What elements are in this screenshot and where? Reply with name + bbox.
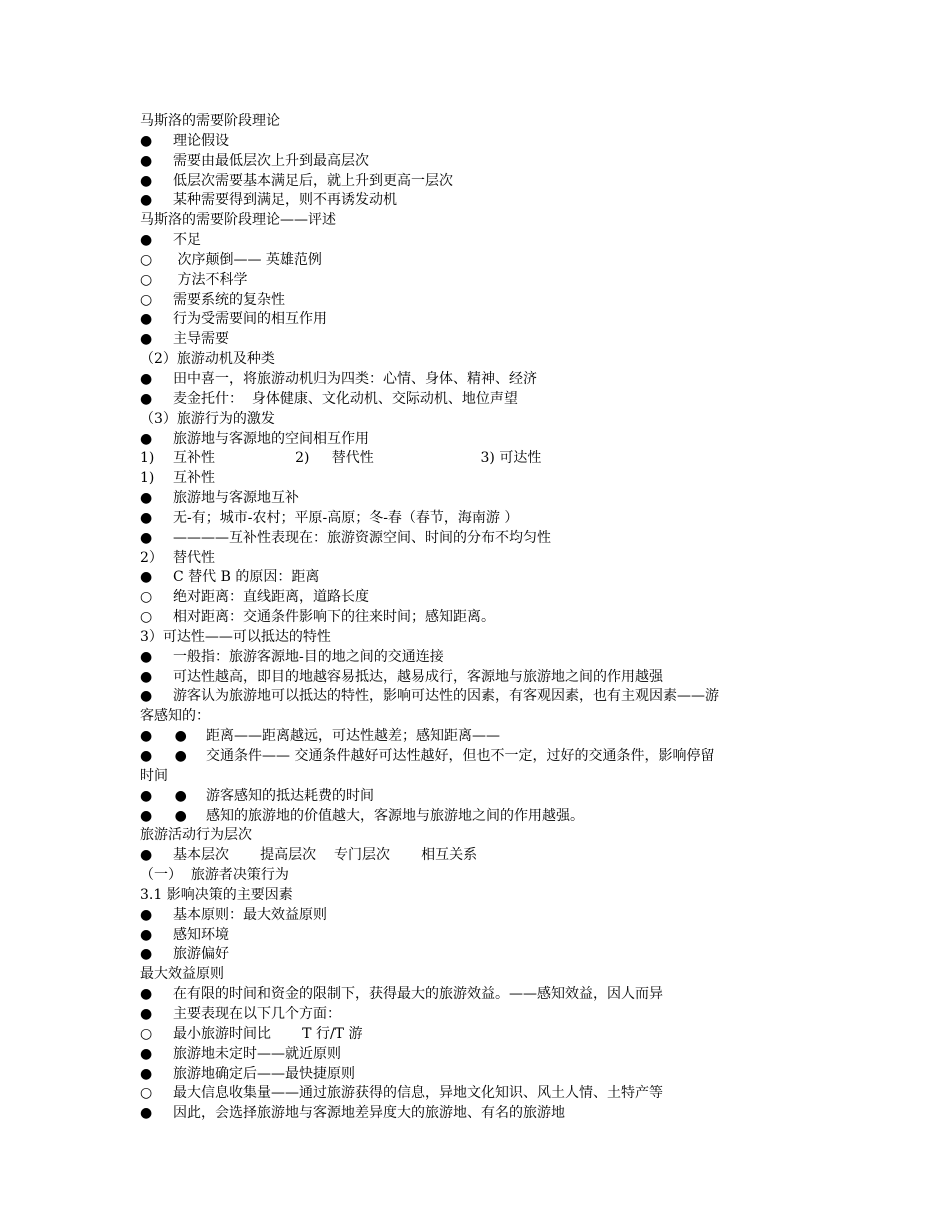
bullet-marker: 2）: [140, 549, 163, 566]
line-text: 麦金托什： 身体健康、文化动机、交际动机、地位声望: [173, 390, 518, 407]
bullet-marker: ○: [140, 609, 153, 626]
text-line: [140, 926, 820, 946]
line-text: 基本原则：最大效益原则: [173, 906, 327, 923]
text-line: [140, 430, 820, 450]
line-text: 旅游地与客源地互补: [173, 490, 299, 507]
line-text: 相对距离：交通条件影响下的往来时间；感知距离。: [173, 609, 495, 626]
bullet-marker: ○: [140, 251, 153, 268]
line-continuation: 客感知的：: [140, 708, 210, 725]
text-line: [140, 1025, 820, 1045]
text-line: [140, 330, 820, 350]
line-text: 方法不科学: [173, 271, 248, 288]
text-line: [140, 807, 820, 827]
bullet-marker: ●: [140, 132, 153, 149]
line-continuation: 时间: [140, 767, 168, 784]
line-text: ————互补性表现在：旅游资源空间、时间的分布不均匀性: [173, 529, 551, 546]
bullet-marker: ●: [140, 232, 153, 249]
text-line: [140, 985, 820, 1005]
text-line: [140, 112, 820, 132]
line-text: 最大效益原则: [140, 966, 224, 983]
line-text: 最小旅游时间比 T 行/T 游: [173, 1025, 363, 1042]
line-text: 无-有；城市-农村；平原-高原；冬-春（春节，海南游 ）: [173, 509, 519, 526]
bullet-marker: ●: [140, 906, 153, 923]
bullet-marker: ●: [140, 926, 153, 943]
line-text: 旅游地与客源地的空间相互作用: [173, 430, 369, 447]
bullet-marker: ● ●: [140, 748, 187, 764]
line-text: 理论假设: [173, 132, 229, 149]
line-text: 替代性: [173, 549, 215, 566]
bullet-marker: ●: [140, 648, 153, 665]
bullet-marker: ●: [140, 847, 153, 864]
text-line: [140, 1045, 820, 1065]
text-line: [140, 1005, 820, 1025]
bullet-marker: ●: [140, 946, 153, 963]
bullet-marker: ●: [140, 569, 153, 586]
bullet-marker: ●: [140, 192, 153, 209]
text-line: [140, 787, 820, 807]
line-text: 需要系统的复杂性: [173, 291, 285, 308]
text-line: [140, 945, 820, 965]
text-line: [140, 251, 820, 271]
line-text: C 替代 B 的原因：距离: [173, 569, 320, 586]
text-line: [140, 668, 820, 688]
text-line: [140, 211, 820, 231]
line-text: 马斯洛的需要阶段理论: [140, 113, 280, 129]
line-text: 主导需要: [173, 331, 229, 348]
text-line: [140, 846, 820, 866]
text-line: [140, 727, 820, 747]
line-text: 3.1 影响决策的主要因素: [140, 886, 293, 903]
line-text: 互补性: [173, 470, 215, 487]
text-line: [140, 390, 820, 410]
bullet-marker: 1): [140, 450, 155, 467]
text-line: [140, 191, 820, 211]
line-text: 主要表现在以下几个方面：: [173, 1005, 341, 1022]
bullet-marker: ●: [140, 152, 153, 169]
line-text: 行为受需要间的相互作用: [173, 311, 327, 328]
line-text: 3）可达性——可以抵达的特性: [140, 628, 331, 645]
text-line: [140, 132, 820, 152]
text-line: [140, 410, 820, 430]
text-line: [140, 172, 820, 192]
bullet-marker: ○: [140, 1025, 153, 1042]
line-text: 旅游地未定时——就近原则: [173, 1045, 341, 1062]
text-line: [140, 648, 820, 668]
line-text: 最大信息收集量——通过旅游获得的信息，异地文化知识、风土人情、土特产等: [173, 1085, 663, 1102]
bullet-marker: 1): [140, 470, 155, 487]
text-line: [140, 568, 820, 588]
bullet-marker: ●: [140, 490, 153, 507]
bullet-marker: ●: [140, 1065, 153, 1082]
bullet-marker: ●: [140, 331, 153, 348]
line-text: （3）旅游行为的激发: [140, 410, 275, 427]
text-line: [140, 350, 820, 370]
bullet-marker: ●: [140, 986, 153, 1003]
bullet-marker: ● ●: [140, 807, 187, 824]
line-text: 绝对距离：直线距离，道路长度: [173, 589, 369, 606]
line-text: 交通条件—— 交通条件越好可达性越好，但也不一定，过好的交通条件，影响停留: [206, 748, 715, 764]
text-line: [140, 628, 820, 648]
bullet-marker: ●: [140, 172, 153, 189]
text-line: [140, 588, 820, 608]
line-text: 需要由最低层次上升到最高层次: [173, 152, 369, 169]
bullet-marker: ● ●: [140, 787, 187, 804]
line-text: 旅游偏好: [173, 946, 229, 963]
bullet-marker: ○: [140, 271, 153, 288]
text-line: [140, 291, 820, 311]
bullet-marker: ●: [140, 1005, 153, 1022]
text-line: [140, 449, 820, 469]
text-line: [140, 1104, 820, 1124]
line-text: 游客感知的抵达耗费的时间: [206, 787, 374, 804]
text-line: [140, 509, 820, 529]
line-text: 游客认为旅游地可以抵达的特性，影响可达性的因素，有客观因素，也有主观因素——游: [173, 688, 719, 705]
bullet-marker: ○: [140, 589, 153, 606]
bullet-marker: ○: [140, 291, 153, 308]
text-line: [140, 549, 820, 569]
line-text: 因此，会选择旅游地与客源地差异度大的旅游地、有名的旅游地: [173, 1105, 565, 1122]
text-line: [140, 310, 820, 330]
text-line: [140, 1084, 820, 1104]
text-line: [140, 608, 820, 628]
text-line: [140, 747, 820, 767]
line-text: 可达性越高，即目的地越容易抵达，越易成行，客源地与旅游地之间的作用越强: [173, 668, 663, 685]
bullet-marker: ●: [140, 529, 153, 546]
bullet-marker: ●: [140, 509, 153, 526]
text-line: [140, 1065, 820, 1085]
line-text: （2）旅游动机及种类: [140, 351, 275, 368]
text-line: [140, 687, 820, 707]
bullet-marker: ○: [140, 1085, 153, 1102]
line-text: 感知的旅游地的价值越大，客源地与旅游地之间的作用越强。: [206, 807, 584, 824]
text-line: [140, 489, 820, 509]
bullet-marker: ●: [140, 311, 153, 328]
line-text: 互补性 2) 替代性 3) 可达性: [173, 450, 542, 467]
document-body: [140, 112, 820, 1124]
line-text: 一般指：旅游客源地-目的地之间的交通连接: [173, 648, 444, 665]
bullet-marker: ●: [140, 1045, 153, 1062]
text-line: [140, 965, 820, 985]
line-text: 某种需要得到满足，则不再诱发动机: [173, 192, 397, 209]
bullet-marker: ●: [140, 390, 153, 407]
line-text: 基本层次 提高层次 专门层次 相互关系: [173, 847, 478, 864]
text-line: [140, 152, 820, 172]
text-line: [140, 469, 820, 489]
text-line: [140, 866, 820, 886]
bullet-marker: ●: [140, 430, 153, 447]
line-text: 距离——距离越远，可达性越差；感知距离——: [206, 728, 500, 745]
text-line: [140, 271, 820, 291]
bullet-marker: ● ●: [140, 728, 187, 745]
bullet-marker: ●: [140, 688, 153, 705]
line-text: 田中喜一，将旅游动机归为四类：心情、身体、精神、经济: [173, 370, 537, 387]
line-text: 不足: [173, 232, 201, 249]
text-line: [140, 529, 820, 549]
line-text: 感知环境: [173, 926, 229, 943]
line-text: 低层次需要基本满足后，就上升到更高一层次: [173, 172, 453, 189]
line-text: （一） 旅游者决策行为: [140, 867, 289, 884]
line-text: 旅游活动行为层次: [140, 827, 252, 844]
text-line: [140, 370, 820, 390]
line-text: 旅游地确定后——最快捷原则: [173, 1065, 355, 1082]
text-line: [140, 231, 820, 251]
bullet-marker: ●: [140, 668, 153, 685]
line-text: 在有限的时间和资金的限制下，获得最大的旅游效益。——感知效益，因人而异: [173, 986, 663, 1003]
text-line: [140, 826, 820, 846]
line-text: 次序颠倒—— 英雄范例: [173, 251, 322, 268]
line-text: 马斯洛的需要阶段理论——评述: [140, 212, 336, 229]
bullet-marker: ●: [140, 1105, 153, 1122]
text-line: [140, 886, 820, 906]
bullet-marker: ●: [140, 370, 153, 387]
text-line: [140, 906, 820, 926]
